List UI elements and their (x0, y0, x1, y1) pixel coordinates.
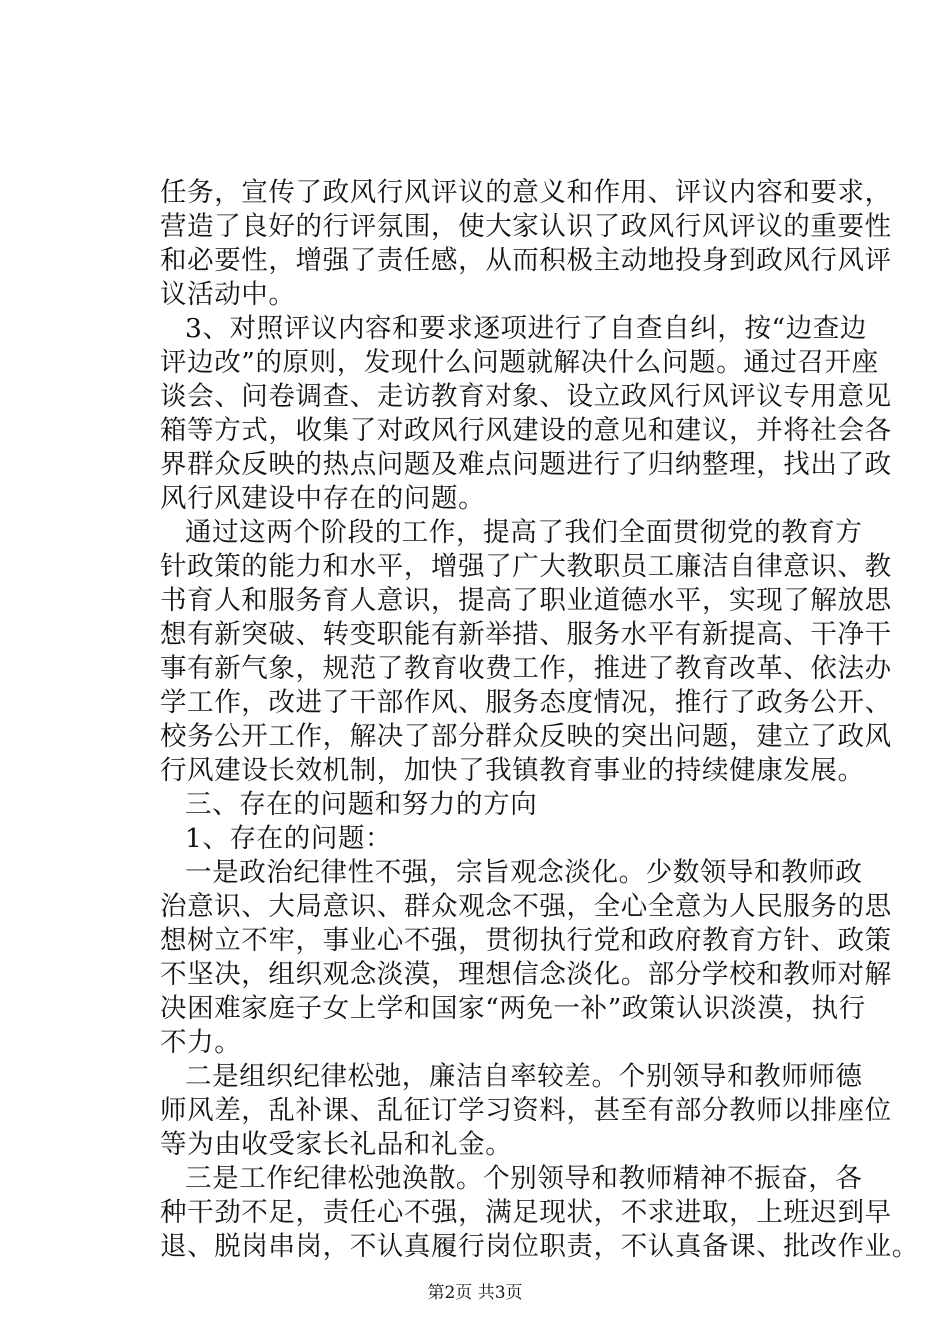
text-line: 二是组织纪律松弛，廉洁自率较差。个别领导和教师师德 (185, 1061, 863, 1092)
text-line: 通过这两个阶段的工作，提高了我们全面贯彻党的教育方 (185, 517, 863, 548)
text-line: 学工作，改进了干部作风、服务态度情况，推行了政务公开、 (160, 687, 892, 718)
subsection-heading: 1、存在的问题： (185, 823, 393, 854)
text-line: 不坚决，组织观念淡漠，理想信念淡化。部分学校和教师对解 (160, 959, 892, 990)
text-line: 针政策的能力和水平，增强了广大教职员工廉洁自律意识、教 (160, 551, 892, 582)
text-line: 评边改”的原则，发现什么问题就解决什么问题。通过召开座 (160, 347, 879, 378)
text-line: 事有新气象，规范了教育收费工作，推进了教育改革、依法办 (160, 653, 892, 684)
text-line: 种干劲不足，责任心不强，满足现状，不求进取，上班迟到早 (160, 1197, 892, 1228)
text-line: 等为由收受家长礼品和礼金。 (160, 1129, 513, 1160)
text-line: 营造了良好的行评氛围，使大家认识了政风行风评议的重要性 (160, 211, 892, 242)
text-line: 想树立不牢，事业心不强，贯彻执行党和政府教育方针、政策 (160, 925, 892, 956)
text-line: 决困难家庭子女上学和国家“两免一补”政策认识淡漠，执行 (160, 993, 866, 1024)
text-line: 想有新突破、转变职能有新举措、服务水平有新提高、干净干 (160, 619, 892, 650)
text-line: 界群众反映的热点问题及难点问题进行了归纳整理，找出了政 (160, 449, 892, 480)
text-line: 治意识、大局意识、群众观念不强，全心全意为人民服务的思 (160, 891, 892, 922)
text-line: 书育人和服务育人意识，提高了职业道德水平，实现了解放思 (160, 585, 892, 616)
text-line: 任务，宣传了政风行风评议的意义和作用、评议内容和要求， (160, 177, 892, 208)
text-line: 谈会、问卷调查、走访教育对象、设立政风行风评议专用意见 (160, 381, 892, 412)
text-line: 和必要性，增强了责任感，从而积极主动地投身到政风行风评 (160, 245, 892, 276)
section-heading: 三、存在的问题和努力的方向 (185, 789, 538, 820)
text-line: 箱等方式，收集了对政风行风建设的意见和建议，并将社会各 (160, 415, 892, 446)
text-line: 校务公开工作，解决了部分群众反映的突出问题，建立了政风 (160, 721, 892, 752)
text-line: 退、脱岗串岗，不认真履行岗位职责，不认真备课、批改作业。 (160, 1231, 919, 1262)
text-line: 风行风建设中存在的问题。 (160, 483, 486, 514)
text-line: 议活动中。 (160, 279, 296, 310)
text-line: 三是工作纪律松弛涣散。个别领导和教师精神不振奋，各 (185, 1163, 863, 1194)
text-line: 不力。 (160, 1027, 242, 1058)
text-line: 行风建设长效机制，加快了我镇教育事业的持续健康发展。 (160, 755, 865, 786)
text-line: 师风差，乱补课、乱征订学习资料，甚至有部分教师以排座位 (160, 1095, 892, 1126)
page-number-footer: 第2页 共3页 (427, 1283, 523, 1303)
text-line: 一是政治纪律性不强，宗旨观念淡化。少数领导和教师政 (185, 857, 863, 888)
text-line: 3、对照评议内容和要求逐项进行了自查自纠，按“边查边 (185, 313, 868, 344)
